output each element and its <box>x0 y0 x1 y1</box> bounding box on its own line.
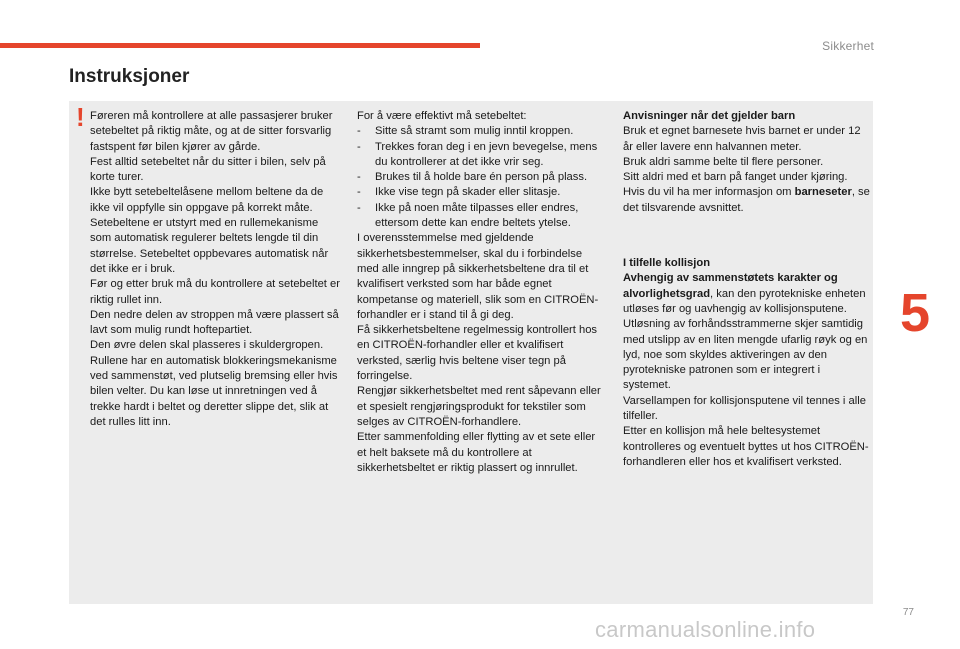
list-item-text: Ikke vise tegn på skader eller slitasje. <box>375 186 561 199</box>
column-children-and-collision <box>623 109 871 470</box>
dash-marker: - <box>357 140 361 153</box>
list-item <box>357 140 605 171</box>
collision-emphasis: Avhengig av sammenstøtets karakter og alvorlighetsgrad <box>623 272 838 300</box>
page-title: Instruksjoner <box>69 66 190 87</box>
list-item-text: Ikke på noen måte tilpasses eller endres, ettersom dette kan endre beltets ytelse. <box>375 201 579 230</box>
collision-heading: I tilfelle kollisjon <box>623 257 711 270</box>
dash-marker: - <box>357 186 361 199</box>
list-item <box>357 124 605 139</box>
watermark: carmanualsonline.info <box>595 617 816 642</box>
more-info-paragraph <box>623 185 871 216</box>
paragraph: Få sikkerhetsbeltene regelmessig kontrollert hos en CITROËN-forhandler eller et kvalifisert verksted, særlig hvis beltene viser tegn på forringelse. <box>357 324 598 383</box>
paragraph: Ikke bytt setebeltelåsene mellom beltene da de ikke vil oppfylle sin oppgave på korrekt måte. <box>90 186 324 214</box>
collision-text: , kan den pyrotekniske enheten utløses før og uavhengig av kollisjonsputene. Utløsning av forhåndsstrammerne skjer samtidig med utslipp av en liten mengde ufarlig røyk og en lyd, noe som skyldes aktiveringen av den pyrotekniske patronen som er integrert i systemet. <box>623 287 868 392</box>
paragraph: Fest alltid setebeltet når du sitter i bilen, selv på korte turer. <box>90 155 326 184</box>
paragraph: Rullene har en automatisk blokkeringsmekanisme ved sammenstøt, ved plutselig bremsing eller hvis bilen velter. Du kan løse ut innretningen ved å trekke hardt i beltet og deretter slippe det, slik at det rulles litt inn. <box>90 354 338 428</box>
page-number: 77 <box>902 607 914 618</box>
paragraph: Føreren må kontrollere at alle passasjerer bruker setebeltet på riktig måte, og at de sitter forsvarlig fastspent før bilen kjører av gårde. <box>90 110 333 153</box>
paragraph: Rengjør sikkerhetsbeltet med rent såpevann eller et spesielt rengjøringsprodukt for tekstiler som selges av CITROËN-forhandlere. <box>357 385 601 428</box>
spacer <box>623 216 871 256</box>
dash-marker: - <box>357 171 361 184</box>
child-seats-reference: barneseter <box>794 186 852 199</box>
warning-icon: ! <box>76 102 85 132</box>
section-label: Sikkerhet <box>822 39 874 53</box>
paragraph: Den nedre delen av stroppen må være plassert så lavt som mulig rundt hoftepartiet. <box>90 308 339 337</box>
children-heading: Anvisninger når det gjelder barn <box>623 110 796 122</box>
paragraph: Etter sammenfolding eller flytting av et sete eller et helt baksete må du kontrollere at sikkerhetsbeltet er riktig plassert og innrullet. <box>357 431 596 474</box>
more-info-prefix: Hvis du vil ha mer informasjon om <box>623 186 795 199</box>
collision-paragraph <box>623 271 871 393</box>
paragraph: I overensstemmelse med gjeldende sikkerhetsbestemmelser, skal du i forbindelse med alle inngrep på sikkerhetsbeltene dra til et kvalifisert verksted som har både egnet kompetanse og materiell, slik som en CITROËN-forhandler er i stand til å gi deg. <box>357 232 599 321</box>
column-belt-effectiveness <box>357 109 605 476</box>
list-item <box>357 170 605 185</box>
paragraph: Sitt aldri med et barn på fanget under kjøring. <box>623 171 848 184</box>
paragraph: Bruk aldri samme belte til flere personer. <box>623 155 824 168</box>
column-safety-rules <box>90 109 342 430</box>
paragraph: Før og etter bruk må du kontrollere at setebeltet er riktig rullet inn. <box>90 278 340 306</box>
intro-text: For å være effektivt må setebeltet: <box>357 110 527 122</box>
paragraph: Varsellampen for kollisjonsputene vil tennes i alle tilfeller. <box>623 394 866 423</box>
dash-marker: - <box>357 125 361 138</box>
top-accent-bar <box>0 43 480 48</box>
paragraph: Den øvre delen skal plasseres i skuldergropen. <box>90 339 324 352</box>
dash-marker: - <box>357 201 361 214</box>
list-item <box>357 201 605 232</box>
list-item-text: Sitte så stramt som mulig inntil kroppen. <box>375 125 574 138</box>
list-item-text: Brukes til å holde bare én person på plass. <box>375 171 588 184</box>
paragraph: Etter en kollisjon må hele beltesystemet kontrolleres og eventuelt byttes ut hos CITROËN-forhandleren eller hos et kvalifisert verksted. <box>623 425 869 468</box>
list-item <box>357 185 605 200</box>
paragraph: Bruk et egnet barnesete hvis barnet er under 12 år eller lavere enn halvannen meter. <box>623 125 861 153</box>
paragraph: Setebeltene er utstyrt med en rullemekanisme som automatisk regulerer beltets lengde til din størrelse. Setebeltet oppbevares automatisk når det ikke er i bruk. <box>90 217 329 275</box>
chapter-number: 5 <box>899 283 931 343</box>
list-item-text: Trekkes foran deg i en jevn bevegelse, mens du kontrollerer at det ikke vrir seg. <box>375 140 598 168</box>
more-info-suffix: , se det tilsvarende avsnittet. <box>623 186 870 214</box>
